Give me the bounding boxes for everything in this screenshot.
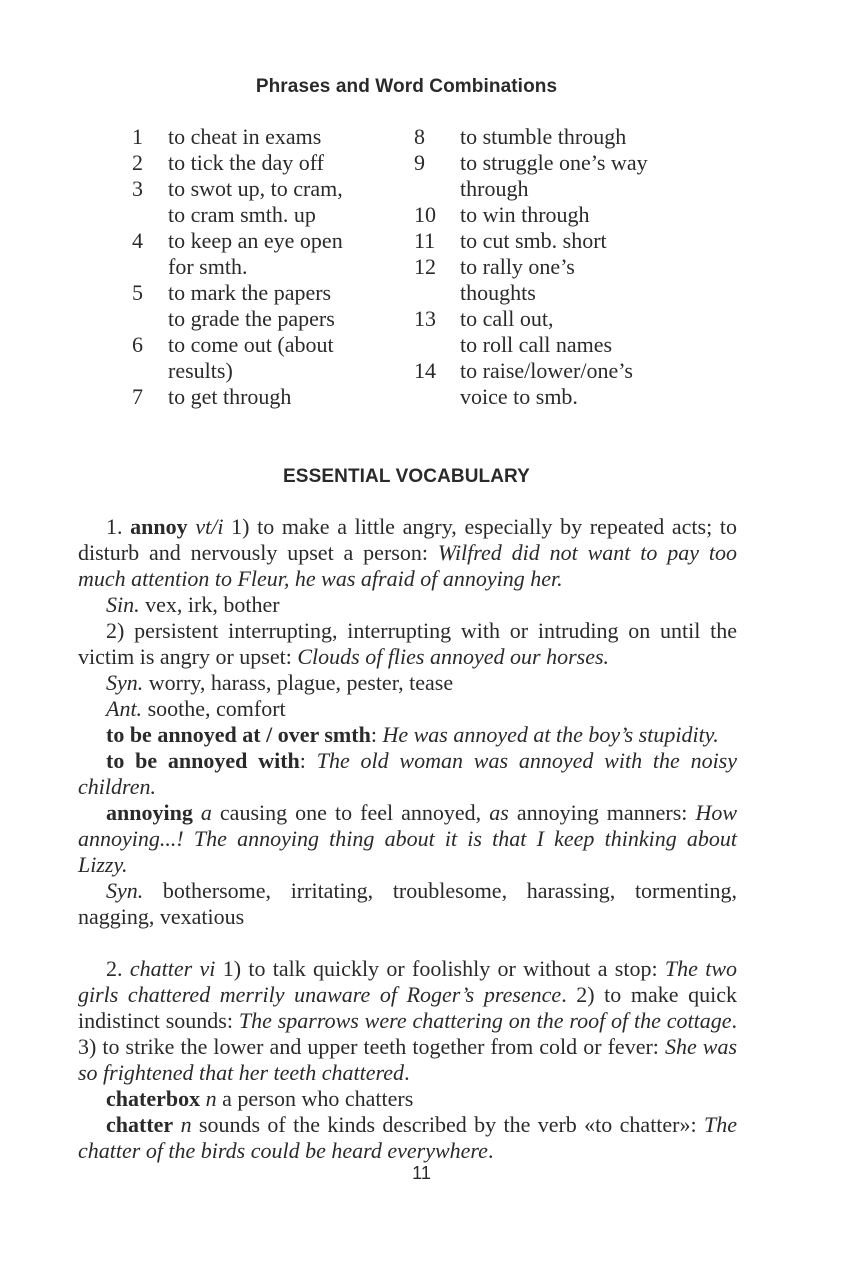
example-text: The old woman was annoyed with the noisy children. [78,748,738,799]
definition-text: . 2) to make quick indistinct sounds: [78,982,737,1033]
example-text: He was annoyed at the boy’s stupidity. [376,722,719,747]
phrase-item [132,332,392,384]
vocabulary-body [78,514,737,1164]
synonym-label: Sin. [106,592,140,617]
phrase-text: to cheat in exams [168,124,322,149]
phrase-number: 14 [414,358,436,383]
example-text: Clouds of flies annoyed our horses. [297,644,610,669]
derivative-headword: chaterbox [106,1086,201,1111]
entry-spacer [78,930,737,956]
phrase-number: 13 [414,306,436,331]
phrases-heading: Phrases and Word Combinations [255,76,558,97]
phrase-number: 5 [132,280,143,305]
headword: annoy [130,514,188,539]
phrase-entry: to be annoyed at / over smth: He was annoyed at the boy’s stupidity. [106,722,719,747]
phrase-number: 11 [414,228,436,253]
definition-text: 2) persistent interrupting, interrupting with or intruding on until the victim is angry or upset: [78,618,737,669]
phrase-text: to cut smb. short [460,228,607,253]
synonym-text: vex, irk, bother [139,592,280,617]
definition-text: 1) to make a little angry, especially by repeated acts; to disturb and nervously upset a person: [78,514,738,565]
phrase-text: through [460,176,529,201]
definition-text: . 3) to strike the lower and upper teeth together from cold or fever: [78,1008,737,1059]
derivative-headword: annoying [106,800,193,825]
phrase-item [414,150,714,202]
phrase-number: 12 [414,254,436,279]
derivative-headword: chatter [106,1112,174,1137]
synonyms-line [78,592,737,618]
phrase-text: to get through [168,384,292,409]
entry-annoy-definition-2 [78,618,737,670]
phrase-text: to mark the papers [168,280,332,305]
phrase-text: results) [168,358,233,383]
part-of-speech: a [200,800,212,825]
synonym-label: Syn. [106,878,144,903]
phrase-text: to struggle one’s way [460,150,648,175]
example-text: The chatter of the birds could be heard everywhere [78,1112,737,1163]
example-text: How annoying...! The annoying thing about it is that I keep thinking about Lizzy. [78,800,737,877]
phrase-text: to roll call names [460,332,613,357]
phrases-right-column [414,124,714,410]
phrase-item [132,384,392,410]
phrase-text: to win through [460,202,590,227]
part-of-speech: vi [199,956,216,981]
vocabulary-heading: ESSENTIAL VOCABULARY [283,466,530,487]
phrase-item [414,124,714,150]
entry-chatter-definitions [78,956,737,1086]
phrase-text: to swot up, to cram, [168,176,343,201]
example-text: The two girls chattered merrily unaware of Roger’s presence [78,956,738,1007]
phrases-left-column [132,124,392,410]
definition-text: sounds of the kinds described by the verb «to chatter»: [191,1112,704,1137]
phrase-text: to grade the papers [168,306,335,331]
phrase-item [132,124,392,150]
synonym-text: worry, harass, plague, pester, tease [143,670,454,695]
phrase-headword: to be annoyed with [106,748,300,773]
synonym-text: bothersome, irritating, troublesome, harassing, tormenting, nagging, vexatious [78,878,737,929]
example-text: She was so frightened that her teeth chattered [78,1034,738,1085]
entry-number: 2. [106,956,123,981]
phrase-item [414,202,714,228]
example-text: The sparrows were chattering on the roof of the cottage [238,1008,732,1033]
phrase-text: to stumble through [460,124,627,149]
synonym-label: Syn. [106,670,144,695]
phrase-text: to come out (about [168,332,334,357]
definition-text: causing one to feel annoyed, [211,800,490,825]
derivative-entry [78,1112,737,1164]
phrase-text: to cram smth. up [168,202,316,227]
phrase-text: voice to smb. [460,384,578,409]
as-marker: as [489,800,509,825]
phrase-text: for smth. [168,254,248,279]
phrase-text: to call out, [460,306,554,331]
definition-text: annoying manners: [508,800,696,825]
phrase-headword: to be annoyed at / over smth [106,722,371,747]
phrase-item [132,150,392,176]
phrase-item [132,228,392,280]
phrase-number: 8 [414,124,425,149]
punctuation: . [404,1060,410,1085]
phrase-number: 9 [414,150,425,175]
definition-text: a person who chatters [216,1086,414,1111]
phrase-text: to raise/lower/one’s [460,358,633,383]
phrase-number: 2 [132,150,143,175]
phrase-number: 1 [132,124,143,149]
derivative-entry [78,800,737,878]
part-of-speech: n [205,1086,217,1111]
page-number: 11 [412,1163,431,1183]
phrase-text: to rally one’s [460,254,575,279]
example-text: Wilfred did not want to pay too much attention to Fleur, he was afraid of annoying her. [78,540,737,591]
part-of-speech: vt/i [195,514,224,539]
phrase-item [414,306,714,358]
part-of-speech: n [180,1112,192,1137]
phrase-item [132,176,392,228]
synonyms-line [78,878,737,930]
phrase-number: 3 [132,176,143,201]
phrase-item [132,280,392,332]
phrase-text: thoughts [460,280,536,305]
definition-text: 1) to talk quickly or foolishly or without a stop: [215,956,665,981]
phrase-number: 7 [132,384,143,409]
phrase-item [414,254,714,306]
phrase-number: 6 [132,332,143,357]
phrase-text: to keep an eye open [168,228,343,253]
entry-annoy-definition-1 [78,514,737,592]
phrase-number: 10 [414,202,436,227]
phrase-entry: to be annoyed with: The old woman was annoyed with the noisy children. [78,748,738,799]
phrase-item [414,228,714,254]
antonyms-line [78,696,737,722]
entry-number: 1. [106,514,123,539]
punctuation: . [487,1138,494,1163]
antonym-label: Ant. [106,696,143,721]
phrase-item [414,358,714,410]
headword: chatter [129,956,193,981]
synonyms-line [78,670,737,696]
antonym-text: soothe, comfort [142,696,286,721]
phrase-text: to tick the day off [168,150,324,175]
phrase-number: 4 [132,228,143,253]
derivative-entry [78,1086,737,1112]
